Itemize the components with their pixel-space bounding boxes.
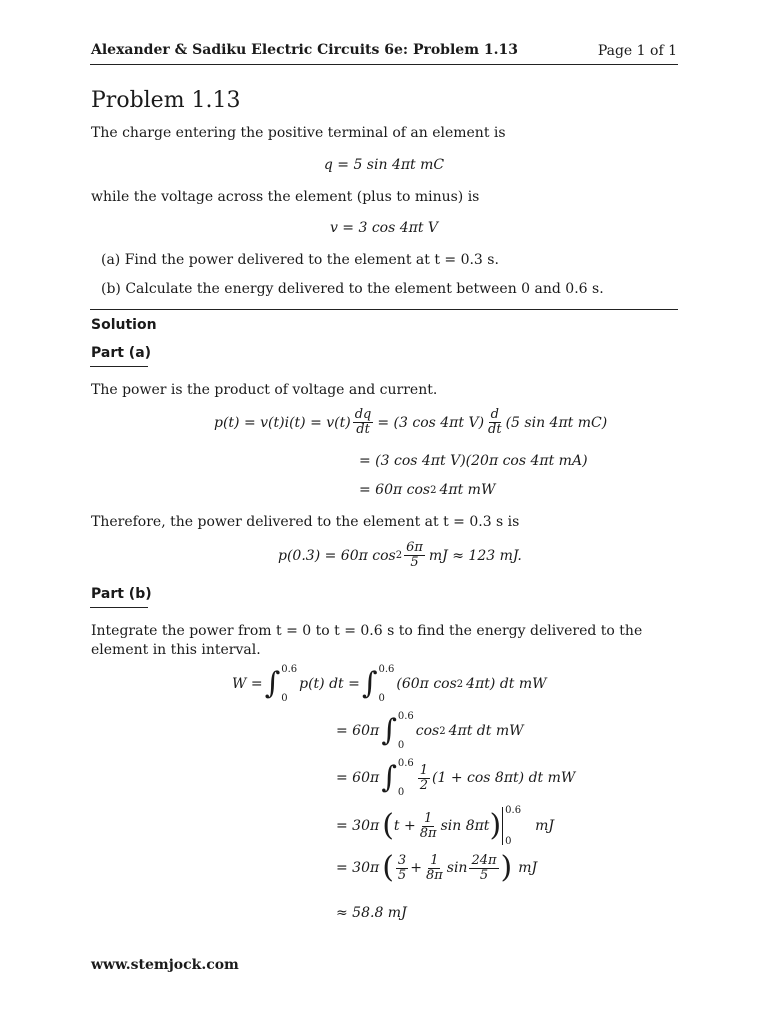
- one-over-eight-pi: $\frac{1}{8\pi}$: [425, 852, 443, 883]
- voltage-equation: v = 3 cos 4πt V: [329, 220, 439, 236]
- header-page-number: Page 1 of 1: [597, 43, 677, 59]
- left-paren: (: [382, 850, 394, 885]
- charge-equation: q = 5 sin 4πt mC: [323, 157, 445, 173]
- part-a-underline: [90, 366, 148, 367]
- three-fifths-fraction: $\frac{3}{5}$: [397, 852, 407, 883]
- six-pi-over-five: $\frac{6\pi}{5}$: [406, 540, 423, 570]
- footer-url[interactable]: www.stemjock.com: [91, 957, 239, 973]
- evaluation-bar: 0.6 0: [502, 805, 521, 847]
- power-at-0.3-equation: [278, 541, 522, 570]
- w3-b: (1 + cos 8πt) dt mW: [432, 770, 576, 786]
- part-b-underline: [90, 607, 148, 608]
- eq2-text: = (3 cos 4πt V)(20π cos 4πt mA): [359, 453, 588, 469]
- p03-part-a: p(0.3) = 60π cos: [278, 547, 396, 564]
- d-dt-fraction: $\frac{d}{dt}$: [488, 407, 502, 437]
- w1-rhs-b: 4πt) dt mW: [466, 676, 547, 692]
- w2-square: 2: [439, 725, 446, 737]
- header-rule: [90, 64, 678, 65]
- part-a-heading: Part (a): [91, 345, 152, 361]
- problem-title: Problem 1.13: [91, 88, 241, 113]
- w2-b: cos: [415, 723, 440, 739]
- power-equation-line-2: [359, 453, 588, 469]
- w3-a: = 60π: [336, 770, 380, 786]
- solution-heading: Solution: [91, 317, 157, 333]
- dq-dt-fraction: $\frac{dq}{dt}$: [354, 407, 372, 437]
- w4-a: = 30π: [336, 818, 380, 834]
- p03-square: 2: [395, 550, 403, 561]
- integral-sign: ∫ 0.6 0: [381, 711, 414, 751]
- twentyfour-pi-over-five: $\frac{24\pi}{5}$: [471, 852, 497, 883]
- eq3-part-a: = 60π cos: [359, 482, 431, 498]
- energy-equation-line-5: [336, 850, 538, 885]
- integrate-text: Integrate the power from t = 0 to t = 0.6 s to find the energy delivered to the element in this interval.: [91, 623, 643, 658]
- power-equation-line-1: [214, 408, 607, 437]
- question-a: (a) Find the power delivered to the element at t = 0.3 s.: [101, 252, 499, 268]
- problem-mid-text: while the voltage across the element (plus to minus) is: [91, 189, 480, 205]
- energy-equation-line-3: [336, 758, 575, 798]
- right-paren: ): [489, 808, 502, 843]
- one-over-eight-pi: $\frac{1}{8\pi}$: [419, 810, 437, 841]
- w1-square: 2: [456, 678, 464, 690]
- w4-b: t +: [393, 818, 416, 834]
- w6-result: ≈ 58.8 mJ: [336, 905, 407, 921]
- power-text: The power is the product of voltage and current.: [91, 382, 438, 398]
- w2-a: = 60π: [336, 723, 380, 739]
- w1-rhs-a: (60π cos: [396, 676, 457, 692]
- question-b: (b) Calculate the energy delivered to the element between 0 and 0.6 s.: [101, 281, 604, 297]
- w4-c: sin 8πt: [440, 818, 490, 834]
- w1-lhs: W =: [232, 676, 263, 692]
- w4-d: mJ: [535, 818, 554, 834]
- eq1-rhs: (5 sin 4πt mC): [505, 414, 608, 431]
- energy-equation-line-4: [336, 805, 554, 847]
- right-paren: ): [500, 850, 513, 885]
- w1-mid: p(t) dt =: [299, 676, 360, 692]
- w5-a: = 30π: [336, 860, 380, 876]
- w5-b: +: [410, 860, 422, 876]
- w5-c: sin: [446, 860, 468, 876]
- energy-equation-line-1: [232, 664, 547, 704]
- problem-intro: The charge entering the positive terminal of an element is: [91, 125, 506, 141]
- header-title: Alexander & Sadiku Electric Circuits 6e: Problem 1.13: [91, 42, 518, 58]
- eq3-square: 2: [430, 484, 437, 496]
- eq1-mid: = (3 cos 4πt V): [377, 414, 485, 431]
- integral-sign: ∫ 0.6 0: [264, 664, 298, 704]
- one-half-fraction: $\frac{1}{2}$: [419, 762, 429, 793]
- power-equation-line-3: [359, 482, 495, 498]
- p03-part-b: mJ ≈ 123 mJ.: [428, 547, 522, 564]
- integral-sign: ∫ 0.6 0: [381, 758, 414, 798]
- energy-equation-line-6: [336, 905, 407, 921]
- eq3-part-b: 4πt mW: [439, 482, 496, 498]
- solution-rule: [90, 309, 678, 310]
- integral-sign: ∫ 0.6 0: [361, 664, 395, 704]
- w5-d: mJ: [518, 860, 538, 876]
- left-paren: (: [382, 808, 394, 843]
- w2-c: 4πt dt mW: [448, 723, 524, 739]
- eq1-lhs: p(t) = v(t)i(t) = v(t): [214, 414, 351, 431]
- part-b-heading: Part (b): [91, 586, 152, 602]
- energy-equation-line-2: [336, 711, 523, 751]
- therefore-text: Therefore, the power delivered to the element at t = 0.3 s is: [91, 514, 520, 530]
